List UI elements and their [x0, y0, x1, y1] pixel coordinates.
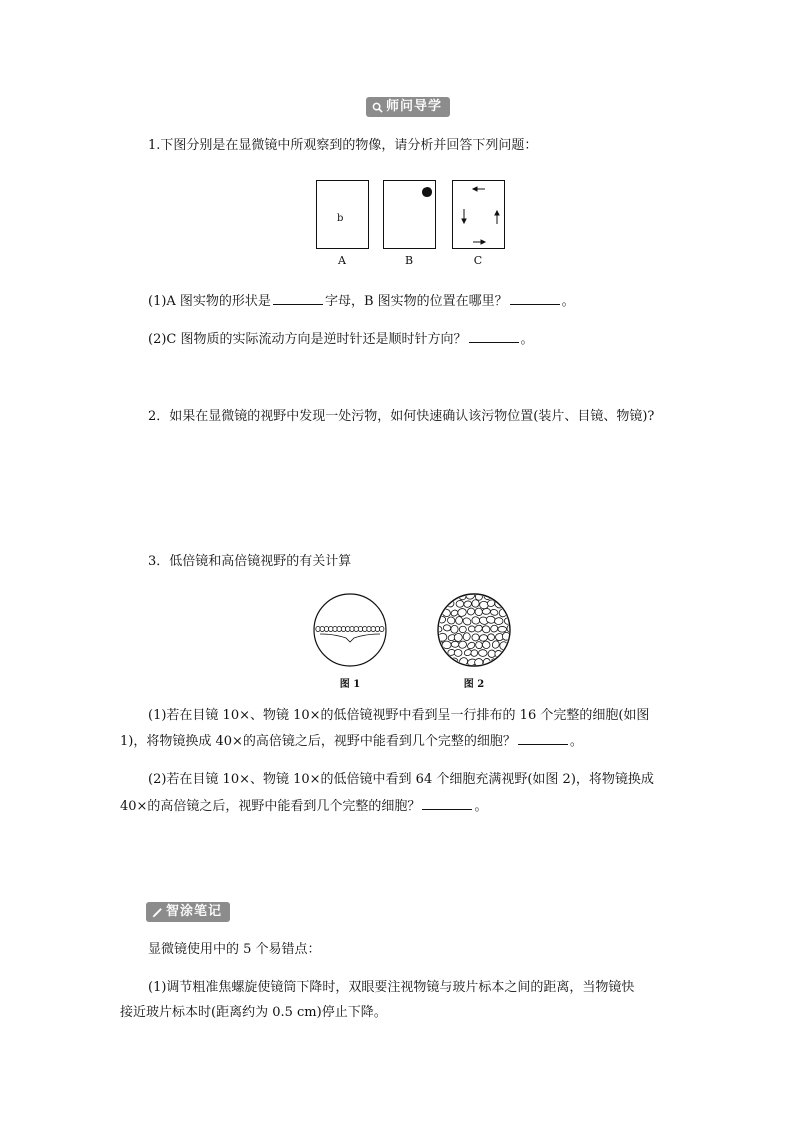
section-badge-teacher-guide: [366, 97, 450, 117]
question-2-stem: 2．如果在显微镜的视野中发现一处污物，如何快速确认该污物位置(装片、目镜、物镜)?: [148, 409, 655, 424]
cell: [363, 626, 367, 631]
cell: [358, 626, 362, 631]
figure-c-label: C: [473, 254, 483, 267]
figure-b-dot: [421, 186, 433, 198]
cell: [367, 626, 371, 631]
cell: [511, 632, 512, 642]
cell: [488, 650, 496, 658]
cell: [320, 626, 324, 631]
cell: [316, 626, 320, 631]
figure-c-arrows: [453, 181, 504, 248]
answer-blank[interactable]: [273, 292, 323, 305]
cell: [503, 650, 510, 657]
cell: [459, 626, 467, 633]
cell: [508, 592, 512, 600]
cell: [354, 626, 358, 631]
notes-point-1-line-2: 接近玻片标本时(距离约为 0.5 cm)停止下降。: [120, 1005, 387, 1020]
cell: [443, 624, 451, 631]
figure-1-low-power-row: [312, 592, 388, 668]
section-badge-label: 师问导学: [386, 99, 443, 114]
pencil-icon: [152, 907, 163, 918]
figure-a-frame: [316, 180, 369, 249]
figure-b-frame: [383, 180, 436, 249]
figure-a-label: A: [338, 254, 346, 267]
section-badge-notes: [146, 902, 230, 922]
cell: [333, 626, 337, 631]
cell: [454, 649, 462, 656]
cell: [507, 657, 512, 666]
figure-2-cells-fill-view: [436, 592, 512, 668]
figure-c-frame: [452, 180, 505, 249]
question-3-sub-1-line-2: 1)，将物镜换成 40×的高倍镜之后，视野中能看到几个完整的细胞？ 。: [120, 734, 583, 749]
figure-b-label: B: [404, 254, 414, 267]
cell: [371, 626, 375, 631]
cell: [346, 626, 350, 631]
section-badge-label: 智涂笔记: [166, 904, 223, 919]
question-3-sub-1-line-1: (1)若在目镜 10×、物镜 10×的低倍镜视野中看到呈一行排布的 16 个完整的细胞(如图: [148, 708, 650, 723]
answer-blank[interactable]: [422, 797, 472, 810]
cell: [498, 656, 508, 665]
cell: [456, 600, 464, 607]
cell: [450, 625, 458, 634]
question-3-stem: 3．低倍镜和高倍镜视野的有关计算: [148, 554, 352, 569]
cell: [498, 592, 507, 600]
question-1-sub-1: (1)A 图实物的形状是 字母，B 图实物的位置在哪里？ 。: [148, 294, 575, 309]
cell: [375, 626, 379, 631]
question-1-stem: 1.下图分别是在显微镜中所观察到的物像，请分析并回答下列问题：: [148, 138, 538, 153]
cell: [511, 616, 512, 625]
cell: [350, 626, 354, 631]
figure-a-letter: b: [337, 213, 344, 224]
answer-blank[interactable]: [518, 732, 568, 745]
cell: [442, 656, 451, 665]
cell: [451, 641, 459, 647]
cell: [380, 626, 384, 631]
cell: [510, 650, 512, 658]
cell: [482, 608, 491, 615]
figure-1-caption: 图 1: [339, 679, 361, 690]
cell: [329, 626, 333, 631]
magnifier-icon: [372, 102, 383, 113]
notes-point-1-line-1: (1)调节粗准焦螺旋使镜筒下降时，双眼要注视物镜与玻片标本之间的距离，当物镜快: [148, 980, 635, 995]
cell: [324, 626, 328, 631]
cell: [442, 592, 451, 599]
cell: [337, 626, 341, 631]
answer-blank[interactable]: [510, 292, 560, 305]
figure-2-caption: 图 2: [463, 679, 485, 690]
cell: [436, 658, 443, 665]
cell: [436, 593, 443, 600]
cell: [507, 608, 512, 616]
cell: [341, 626, 345, 631]
notes-intro: 显微镜使用中的 5 个易错点：: [148, 942, 321, 957]
cell: [478, 650, 487, 657]
answer-blank[interactable]: [469, 330, 519, 343]
cell: [494, 617, 503, 624]
cell: [498, 626, 507, 632]
question-3-sub-2-line-1: (2)若在目镜 10×、物镜 10×的低倍镜中看到 64 个细胞充满视野(如图 2)，将物镜换成: [148, 772, 654, 787]
question-3-sub-2-line-2: 40×的高倍镜之后，视野中能看到几个完整的细胞？ 。: [120, 799, 488, 814]
question-1-sub-2: (2)C 图物质的实际流动方向是逆时针还是顺时针方向？ 。: [148, 332, 534, 347]
